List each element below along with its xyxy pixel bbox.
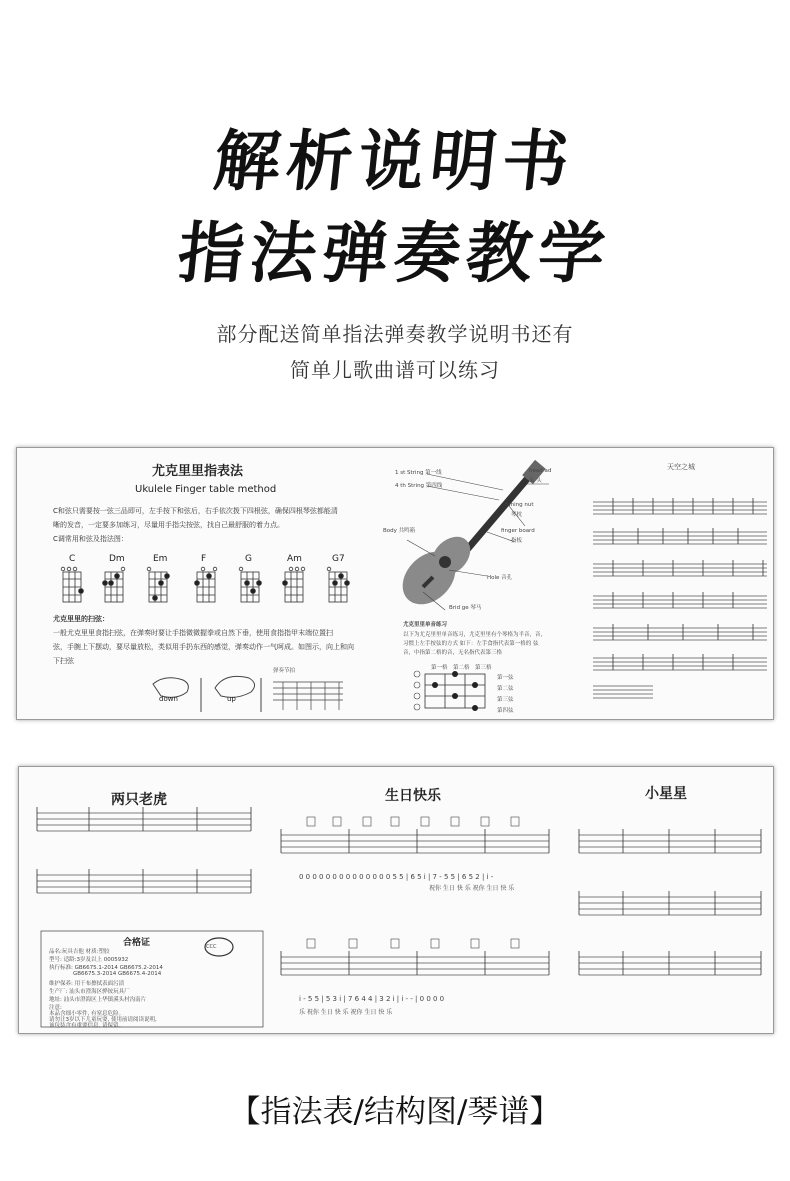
certificate-line: 地址: 汕头市澄海区上华镇溪头村沟南片 bbox=[49, 997, 147, 1003]
main-title-line-1: 解析说明书 bbox=[210, 122, 579, 200]
label-head-cn: 头 头 bbox=[529, 478, 542, 484]
label-body: Body 共鸣箱 bbox=[383, 528, 416, 534]
right-sheet-staves bbox=[593, 478, 771, 718]
staff-row bbox=[593, 532, 767, 544]
staff-happy-birthday-1 bbox=[281, 835, 549, 853]
chord-diagram-g bbox=[239, 567, 261, 602]
song-title-happy-birthday: 生日快乐 bbox=[385, 788, 441, 804]
chord-name: Am bbox=[287, 554, 302, 564]
strum-rhythm-label: 弹奏节拍 bbox=[273, 668, 296, 674]
strum-hand-illustration bbox=[145, 664, 275, 714]
chord-name: F bbox=[201, 554, 207, 564]
fret-practice-diagram bbox=[413, 670, 493, 714]
fret-label: 第一格 bbox=[431, 665, 448, 671]
song-title-twinkle-star: 小星星 bbox=[645, 786, 687, 802]
chord-diagram-f bbox=[195, 567, 217, 602]
fret-label: 第三格 bbox=[475, 665, 492, 671]
strum-text-1: 一般尤克里里食指扫弦，在弹奏时要让手指微微握拳或自然下垂，使用食指指甲末端位置扫 bbox=[53, 629, 333, 637]
label-first-string: 1 st String 第一线 bbox=[395, 470, 442, 476]
label-fourth-string: 4 th String 第四线 bbox=[395, 483, 443, 489]
staff-row bbox=[593, 658, 767, 670]
intro-text-2: 晰的发音，一定要多加练习，尽量用手指尖按弦，找自己最舒服的着力点。 bbox=[53, 521, 284, 529]
certificate-line: GB6675.3-2014 GB6675.4-2014 bbox=[73, 971, 162, 977]
chord-name: G7 bbox=[332, 554, 345, 564]
label-bridge: Brid ge 琴马 bbox=[449, 605, 482, 611]
certificate-line: 生产厂: 汕头市澄海区骅铵玩具厂 bbox=[49, 989, 130, 995]
string-label: 第四弦 bbox=[497, 708, 514, 714]
staff-row bbox=[593, 564, 767, 576]
certificate-line: 型号: 适龄:3岁及以上 0005932 bbox=[49, 957, 129, 963]
staff-row bbox=[593, 596, 767, 608]
practice-text-1: 以下为尤克里里单音练习，尤克里里有个琴格为半音，音， bbox=[403, 632, 547, 638]
label-tuning-nut: tuning nut bbox=[505, 502, 534, 508]
chord-name: G bbox=[245, 554, 252, 564]
chord-diagram-c bbox=[61, 567, 83, 602]
certificate-warning: 注意: bbox=[49, 1005, 62, 1011]
strum-heading: 尤克里里的扫弦： bbox=[53, 615, 109, 623]
ccc-mark-text: CCC bbox=[206, 944, 217, 950]
subtitle-line-1: 部分配送简单指法弹奏教学说明书还有 bbox=[216, 322, 574, 346]
label-fingerboard-cn: 指板 bbox=[511, 538, 523, 544]
staff-row bbox=[593, 628, 767, 640]
strum-up-label: up bbox=[227, 695, 236, 703]
certificate-line: 维护保养: 用干布擦拭表面污渍 bbox=[49, 981, 125, 987]
song-title-two-tigers: 两只老虎 bbox=[111, 792, 167, 808]
string-label: 第一弦 bbox=[497, 675, 514, 681]
song-staves bbox=[19, 767, 774, 1034]
song-sheet-panel bbox=[18, 766, 774, 1034]
certificate-warning: 该包装含有重要信息, 请保留。 bbox=[49, 1023, 124, 1029]
main-title-line-2: 指法弹奏教学 bbox=[174, 214, 615, 292]
intro-text-3: C调常用和弦及指法图： bbox=[53, 535, 128, 543]
label-head: head ad bbox=[529, 468, 552, 474]
string-label: 第三弦 bbox=[497, 697, 514, 703]
staff-two-tigers-1 bbox=[37, 813, 251, 831]
certificate-line: 品名:玩具吉他 材质:塑胶 bbox=[49, 949, 110, 955]
staff-row bbox=[593, 502, 767, 514]
certificate-title: 合格证 bbox=[123, 938, 151, 948]
right-sheet-title: 天空之城 bbox=[667, 463, 695, 471]
staff-twinkle-3 bbox=[579, 957, 761, 975]
happy-birthday-lyrics-1: 祝你 生日 快 乐 祝你 生日 快 乐 bbox=[429, 885, 515, 892]
label-fingerboard: finger board bbox=[501, 528, 535, 534]
staff-happy-birthday-2 bbox=[281, 957, 549, 975]
practice-text-2: 习惯上左手按弦的方式 如下：左手食指代表第一格的 弦 bbox=[403, 641, 539, 647]
finger-chart-title: 尤克里里指表法 bbox=[152, 464, 244, 479]
string-label: 第二弦 bbox=[497, 686, 514, 692]
chord-diagram-g7 bbox=[327, 567, 349, 602]
practice-text-3: 音，中指第二格的音，无名指代表第三格 bbox=[403, 650, 503, 656]
chord-diagram-em bbox=[147, 567, 169, 602]
strum-down-label: down bbox=[159, 695, 178, 703]
intro-text-1: C和弦只需要按一弦三品即可，左手按下和弦后，右手依次拨下四根弦，确保四根琴弦都能清 bbox=[53, 507, 338, 515]
subtitle-line-2: 简单儿歌曲谱可以练习 bbox=[290, 358, 500, 382]
staff-two-tigers-2 bbox=[37, 875, 251, 893]
practice-title: 尤克里里单音练习 bbox=[403, 622, 448, 628]
fret-label: 第二格 bbox=[453, 665, 470, 671]
finger-chart-panel bbox=[16, 447, 774, 720]
label-hole: Hole 音孔 bbox=[487, 575, 513, 581]
strum-rhythm-tab bbox=[273, 676, 349, 716]
chord-name: Em bbox=[153, 554, 168, 564]
certificate-warning: 请勿让3岁以下儿童玩耍, 使用前请阅读说明, bbox=[49, 1017, 157, 1023]
chord-diagram-dm bbox=[103, 567, 125, 602]
strum-text-2: 弦，手腕上下摆动，要尽量放松，类似用手扔东西的感觉，弹奏动作一气呵成。如图示，向上和向 bbox=[53, 643, 354, 651]
staff-twinkle-2 bbox=[579, 897, 761, 915]
bottom-caption: 【指法表/结构图/琴谱】 bbox=[229, 1094, 561, 1130]
certificate-line: 执行标准: GB6675.1-2014 GB6675.2-2014 bbox=[49, 965, 163, 971]
chord-name: Dm bbox=[109, 554, 125, 564]
finger-chart-title-en: Ukulele Finger table method bbox=[135, 484, 277, 495]
staff-row bbox=[593, 686, 653, 698]
staff-twinkle-1 bbox=[579, 835, 761, 853]
chord-diagrams bbox=[57, 566, 367, 606]
chord-diagram-am bbox=[283, 567, 305, 602]
strum-text-3: 下扫弦 bbox=[53, 657, 74, 665]
certificate-warning: 本品含细小零件, 有窒息危险。 bbox=[49, 1011, 124, 1017]
happy-birthday-lyrics-2: 乐 祝你 生日 快 乐 祝你 生日 快 乐 bbox=[299, 1009, 393, 1016]
happy-birthday-numbers-2: i - 5 5 | 5 3 i | 7 6 4 4 | 3 2 i | i - - | 0 0 0 0 bbox=[299, 995, 445, 1003]
happy-birthday-numbers-1: 0 0 0 0 0 0 0 0 0 0 0 0 0 0 5 5 | 6 5 i | 7 - 5 5 | 6 5 2 | i - bbox=[299, 873, 494, 881]
chord-name: C bbox=[69, 554, 76, 564]
label-tuning-nut-cn: 琴枕 bbox=[511, 512, 523, 518]
